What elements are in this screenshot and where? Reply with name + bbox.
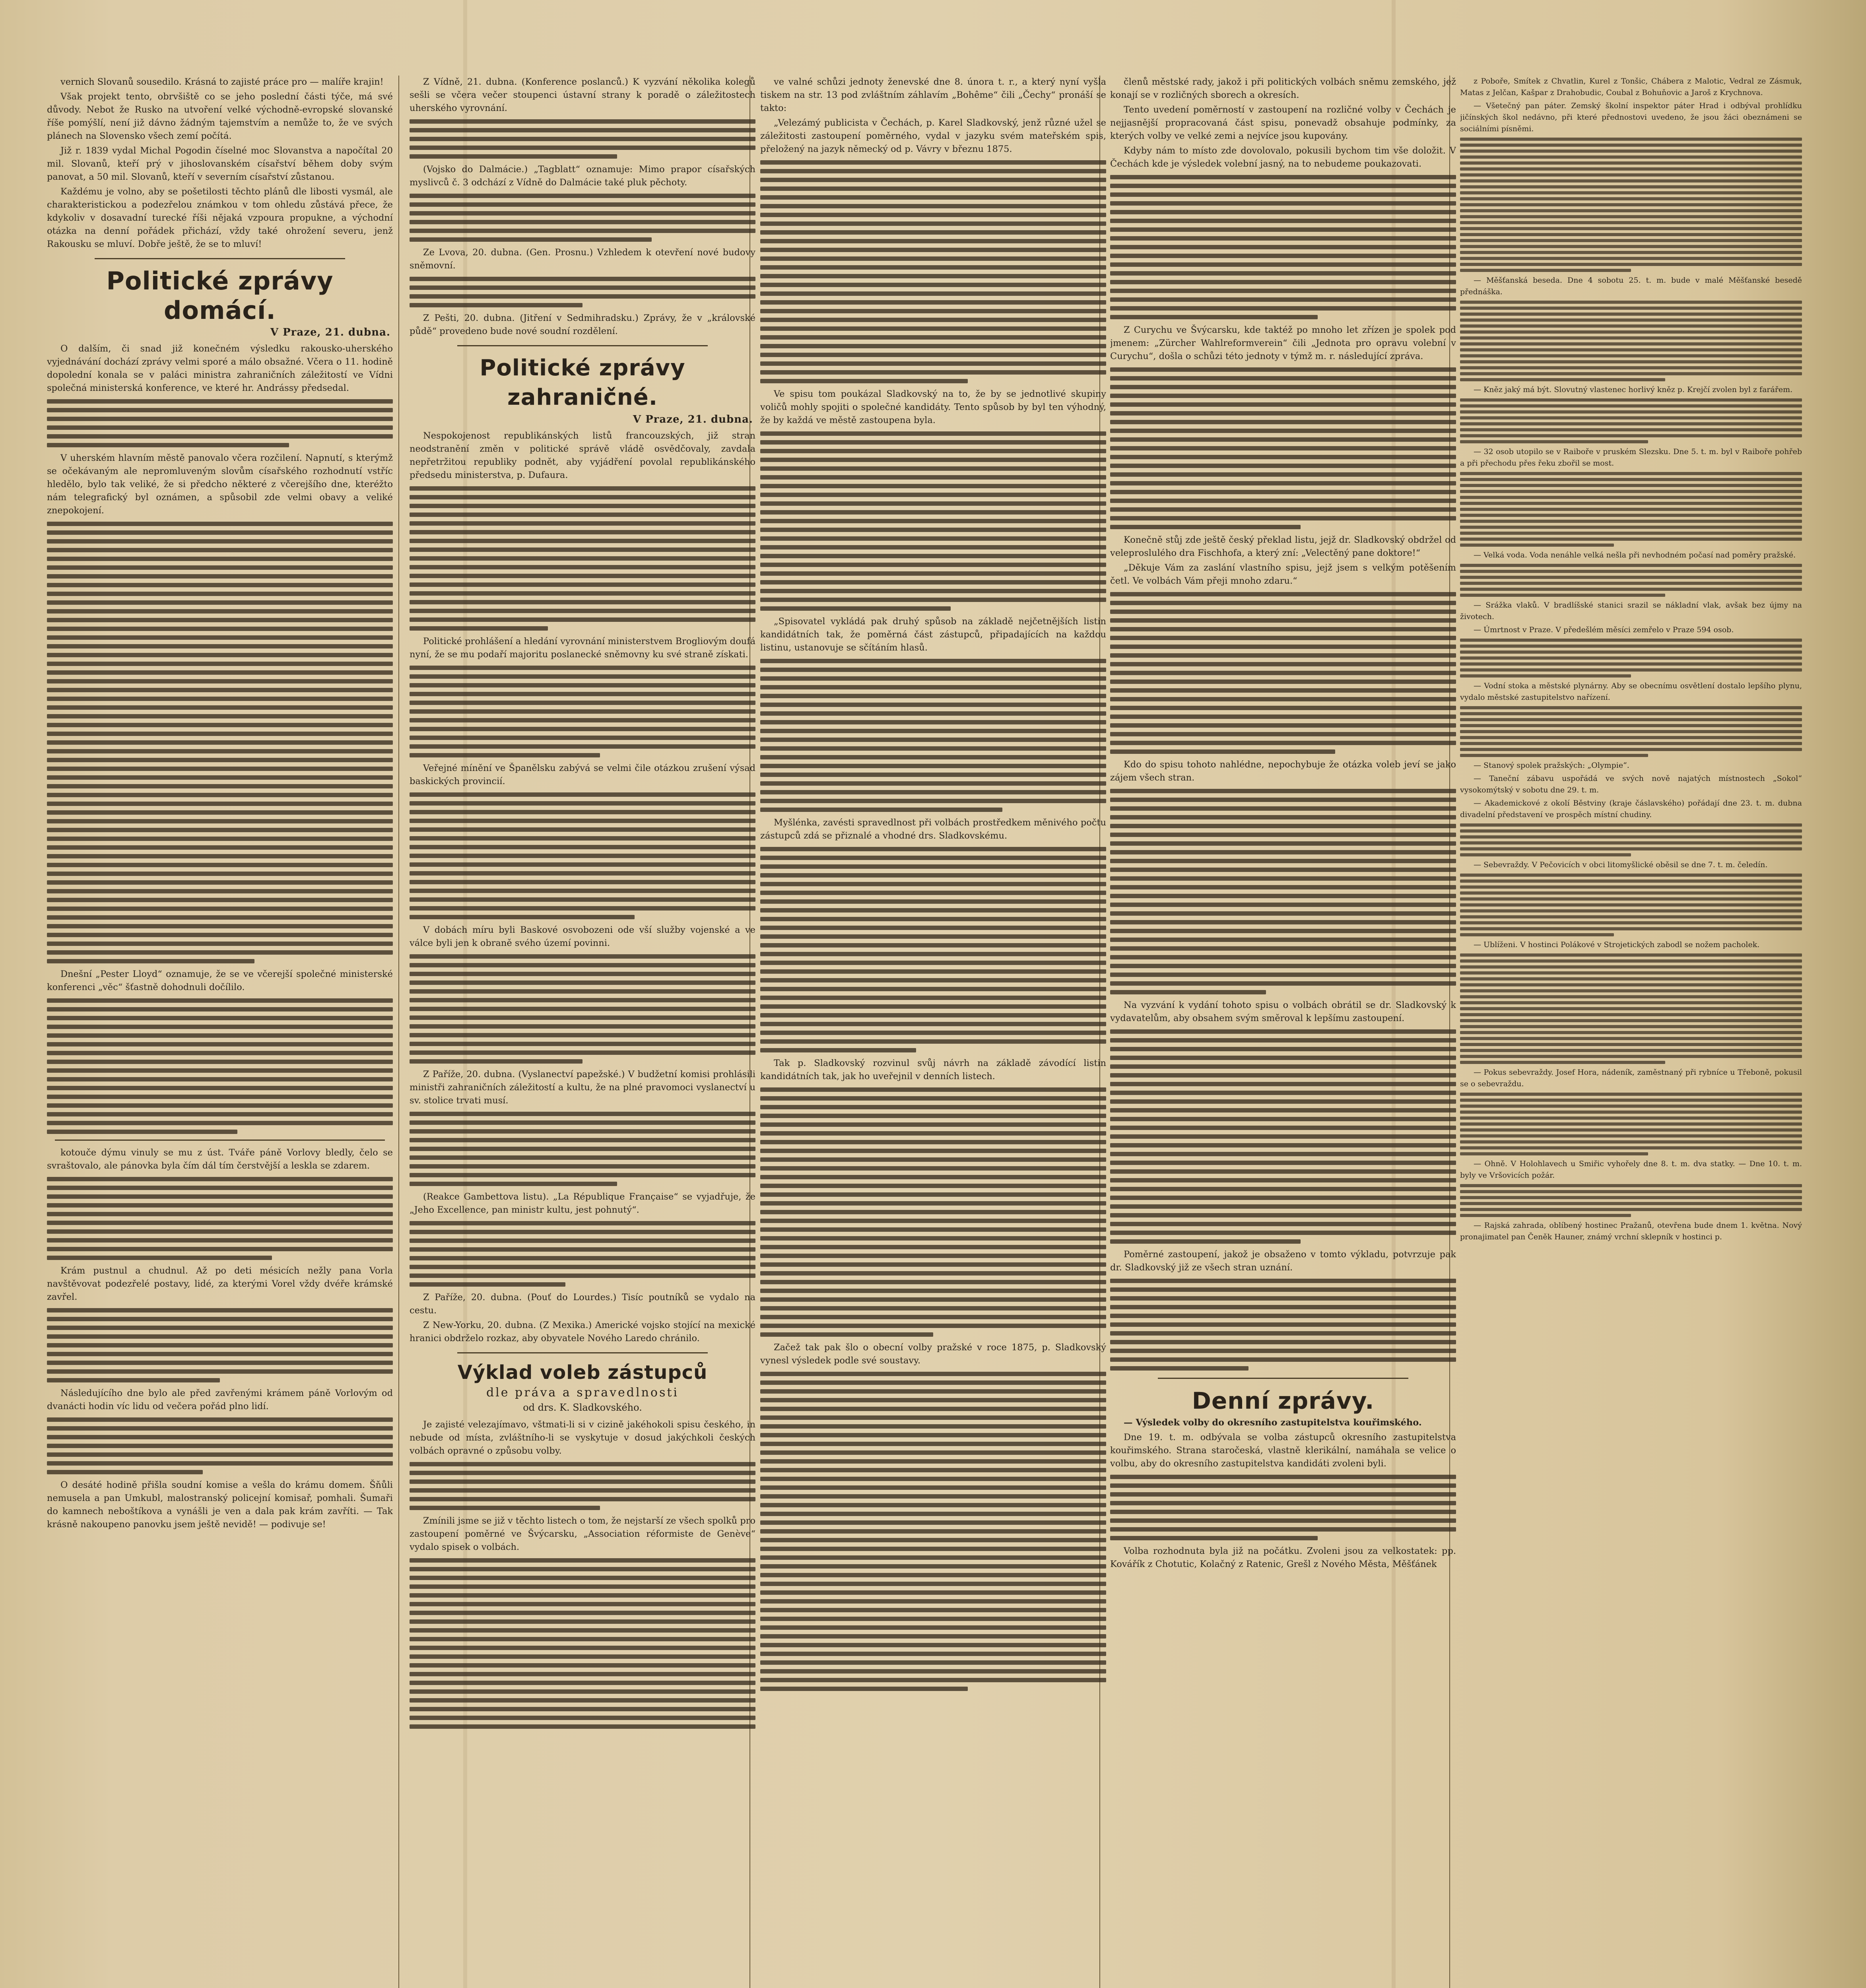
illegible-text-block	[1110, 1279, 1456, 1371]
article-paragraph: O dalším, či snad již konečném výsledku rakousko-uherského vyjednávání dochází zprávy velmi sporé a málo obsažné. Včera o 11. hodině dopolední konala se v paláci ministra zahraničních záležitostí ve Vídni společná ministerská konference, ve které hr. Andrássy předsedal.	[47, 344, 393, 393]
section-separator	[55, 1140, 385, 1141]
illegible-text-block	[760, 847, 1106, 1052]
illegible-text-block	[410, 119, 755, 159]
news-item: — Pokus sebevraždy. Josef Hora, nádeník, zaměstnaný při rybníce u Třeboně, pokusil se o sebevraždu.	[1460, 1068, 1802, 1088]
illegible-text-block	[410, 1221, 755, 1287]
illegible-text-block	[1460, 874, 1802, 936]
dateline: V Praze, 21. dubna.	[633, 414, 753, 425]
illegible-text-block	[1460, 398, 1802, 443]
illegible-text-block	[1460, 138, 1802, 272]
illegible-text-block	[1110, 175, 1456, 319]
news-item: — Velká voda. Voda nenáhle velká nešla při nevhodném počasí nad poměry pražské.	[1474, 551, 1796, 559]
article-paragraph: Politické prohlášení a hledání vyrovnání ministerstvem Brogliovým doufá nyní, že se mu podaří majoritu poslanecké sněmovny ku své straně získati.	[410, 636, 755, 660]
article-paragraph: Konečně stůj zde ještě český překlad listu, jejž dr. Sladkovský obdržel od veleproslulého dra Fischhofa, a který zní: „Velectěný pane doktore!“	[1110, 535, 1456, 558]
article-paragraph: kotouče dýmu vinuly se mu z úst. Tváře páně Vorlovy bledly, čelo se svraštovalo, ale pánovka byla čím dál tím čerstvější a leskla se zdarem.	[47, 1147, 393, 1171]
illegible-text-block	[1460, 564, 1802, 597]
illegible-text-block	[1110, 1475, 1456, 1540]
news-item: — Srážka vlaků. V bradlíšské stanici srazil se nákladní vlak, avšak bez újmy na životech.	[1460, 601, 1802, 621]
byline: od drs. K. Sladkovského.	[523, 1402, 642, 1413]
article-paragraph: Myšlénka, zavésti spravedlnost při volbách prostředkem měnivého počtu zástupců zdá se přiznalé a vhodné drs. Sladkovskému.	[760, 817, 1106, 841]
article-paragraph: Ze Lvova, 20. dubna. (Gen. Prosnu.) Vzhledem k otevření nové budovy sněmovní.	[410, 247, 755, 271]
news-item: — Akademickové z okolí Běstviny (kraje čáslavského) pořádají dne 23. t. m. dubna divadelní představení ve prospěch místní chudiny.	[1460, 799, 1802, 819]
news-item: — Rajská zahrada, oblíbený hostinec Pražanů, otevřena bude dnem 1. května. Nový pronajimatel pan Čeněk Hauner, známý vrchní sklepník v hostinci p.	[1460, 1221, 1802, 1241]
section-separator	[457, 1352, 708, 1353]
article-paragraph: Zmínili jsme se již v těchto listech o tom, že nejstarší ze všech spolků pro zastoupení poměrné ve Švýcarsku, „Association réformiste de Genève“ vydalo spisek o volbách.	[410, 1516, 755, 1552]
article-paragraph: Poměrné zastoupení, jakož je obsaženo v tomto výkladu, potvrzuje pak dr. Sladkovský již ze všech stran uznání.	[1110, 1249, 1456, 1273]
illegible-text-block	[760, 1372, 1106, 1691]
illegible-text-block	[47, 1308, 393, 1382]
illegible-text-block	[1110, 789, 1456, 994]
illegible-text-block	[1110, 367, 1456, 529]
subtitle: dle práva a spravedlnosti	[486, 1386, 679, 1400]
illegible-text-block	[47, 1177, 393, 1260]
column-2	[410, 76, 755, 1988]
article-paragraph: Z New-Yorku, 20. dubna. (Z Mexika.) Americké vojsko stojící na mexické hranici obdrželo rozkaz, aby obyvatele Nového Laredo chránilo.	[410, 1320, 755, 1343]
section-heading: Výklad voleb zástupců	[457, 1361, 708, 1384]
article-paragraph: „Spisovatel vykládá pak druhý spůsob na základě nejčetnějších listin kandidátních tak, že poměrná část zástupců, připadajících na každou listinu, ustanovuje se sčítáním hlasů.	[760, 616, 1106, 653]
column-rule	[398, 76, 399, 1988]
news-item: — Stanový spolek pražských: „Olympie“.	[1474, 761, 1629, 770]
article-paragraph: Začež tak pak šlo o obecní volby pražské v roce 1875, p. Sladkovský vynesl výsledek podle své soustavy.	[760, 1342, 1106, 1366]
column-3	[760, 76, 1106, 1988]
illegible-text-block	[1460, 301, 1802, 381]
news-item: — Všetečný pan páter. Zemský školní inspektor páter Hrad i odbýval prohlídku jičínských škol nedávno, při které přednostovi uvedeno, že jsou žáci obeznámeni se sociálními písněmi.	[1460, 101, 1802, 133]
article-paragraph: Volba rozhodnuta byla již na počátku. Zvoleni jsou za velkostatek: pp. Kovářík z Chotutic, Kolačný z Ratenic, Grešl z Nového Města, Měšťánek	[1110, 1546, 1456, 1569]
article-paragraph: Krám pustnul a chudnul. Až po deti mésicích nežly pana Vorla navštěvovat podezřelé postavy, lidé, za kterými Vorel vždy dvéře krámské zavřel.	[47, 1266, 393, 1302]
article-paragraph: Z Vídně, 21. dubna. (Konference poslanců.) K vyzvání několika kolegů sešli se včera večer stoupenci ústavní strany k poradě o záležitostech uherského vyrovnání.	[410, 77, 755, 113]
article-paragraph: Z Pešti, 20. dubna. (Jitření v Sedmihradsku.) Zprávy, že v „královské půdě“ provedeno bude nové soudní rozdělení.	[410, 313, 755, 336]
article-paragraph: Tak p. Sladkovský rozvinul svůj návrh na základě závodící listin kandidátních tak, jak ho uveřejnil v denních listech.	[760, 1058, 1106, 1081]
article-paragraph: Již r. 1839 vydal Michal Pogodin číselné moc Slovanstva a napočítal 20 mil. Slovanů, kteří prý v jihoslovanském císařství během doby svým panovat, a 50 mil. Slovanů, kteří v severním císařství zůstanou.	[47, 146, 393, 182]
article-paragraph: O desáté hodině přišla soudní komise a vešla do krámu domem. Šňůli nemusela a pan Umkubl, malostranský policejní komisař, pomhali. Šumaři do kamnech neboštíkova a vynášli je ven a dala pak krám zavříti. — Tak krásně nakoupeno panovku jsem ještě nevidě! — podivuje se!	[47, 1480, 393, 1530]
illegible-text-block	[410, 1112, 755, 1186]
article-paragraph: vernich Slovanů sousedilo. Krásná to zajisté práce pro — malíře krajin!	[60, 77, 384, 87]
section-heading: Politické zprávy zahraničné.	[480, 355, 685, 410]
section-heading: Politické zprávy domácí.	[106, 266, 334, 325]
column-1	[47, 76, 393, 1988]
illegible-text-block	[47, 522, 393, 963]
illegible-text-block	[760, 1087, 1106, 1337]
article-paragraph: Tento uvedení poměrností v zastoupení na rozličné volby v Čechách je nejjasnější propracovaná část spisu, ponevadž obsahuje podmínky, za kterých volby ve velké zemi a nejvíce jsou kupovány.	[1110, 105, 1456, 141]
news-item: — Ublíženi. V hostinci Polákové v Strojetických zabodl se nožem pacholek.	[1474, 940, 1760, 949]
article-paragraph: Z Paříže, 20. dubna. (Pouť do Lourdes.) Tisíc poutníků se vydalo na cestu.	[410, 1292, 755, 1316]
news-item: — Vodní stoka a městské plynárny. Aby se obecnímu osvětlení dostalo lepšího plynu, vydalo městské zastupitelstvo nařízení.	[1460, 681, 1802, 702]
illegible-text-block	[1460, 706, 1802, 757]
news-item: — Úmrtnost v Praze. V předešlém měsíci zemřelo v Praze 594 osob.	[1474, 625, 1734, 634]
article-paragraph: Následujícího dne bylo ale před zavřenými krámem páně Vorlovým od dvanácti hodin víc lidu od večera pořád plno lidí.	[47, 1388, 393, 1411]
illegible-text-block	[760, 659, 1106, 812]
dateline: V Praze, 21. dubna.	[270, 326, 390, 338]
illegible-text-block	[410, 666, 755, 757]
news-item: — Ohně. V Holohlavech u Smiřic vyhořely dne 8. t. m. dva statky. — Dne 10. t. m. byly ve Vršovicích požár.	[1460, 1159, 1802, 1180]
news-lead: — Výsledek volby do okresního zastupitelstva kouřimského.	[1124, 1417, 1422, 1428]
article-paragraph: Ve spisu tom poukázal Sladkovský na to, že by se jednotlivé skupiny voličů mohly spojiti o společné kandidáty. Tento spůsob by byl ten výhodný, že by každá ve městě zastoupena byla.	[760, 389, 1106, 425]
illegible-text-block	[410, 194, 755, 242]
article-paragraph: V uherském hlavním městě panovalo včera rozčilení. Napnutí, s kterýmž se očekávaným ale nepromluveným slovům císařského rozhodnutí vstříc hledělo, bylo tak veliké, že si předcho některé z včerejšího dne, kteréžto nám telegrafický byl oznámen, a spůsobil zde velmi obavy a veliké znepokojení.	[47, 453, 393, 516]
illegible-text-block	[1110, 592, 1456, 754]
illegible-text-block	[410, 1558, 755, 1729]
news-item: — Měšťanská beseda. Dne 4 sobotu 25. t. m. bude v malé Měšťanské besedě přednáška.	[1460, 276, 1802, 296]
article-paragraph: Kdo do spisu tohoto nahlédne, nepochybuje že otázka voleb jeví se jako zájem všech stran.	[1110, 759, 1456, 783]
article-paragraph: Z Curychu ve Švýcarsku, kde taktéž po mnoho let zřízen je spolek pod jmenem: „Zürcher Wahlreformverein“ čili „Jednota pro opravu volební v Curychu“, došla o schůzi této jednoty v týmž m. r. následující zpráva.	[1110, 325, 1456, 361]
news-item: — Taneční zábavu uspořádá ve svých nově najatých místnostech „Sokol“ vysokomýtský v sobotu dne 29. t. m.	[1460, 774, 1802, 794]
article-paragraph: „Děkuje Vám za zaslání vlastního spisu, jejž jsem s velkým potěšením četl. Ve volbách Vám přeji mnoho zdaru.“	[1110, 563, 1456, 586]
article-paragraph: (Reakce Gambettova listu). „La République Française“ se vyjadřuje, že „Jeho Excellence, pan ministr kultu, jest pohnutý“.	[410, 1192, 755, 1215]
illegible-text-block	[1460, 823, 1802, 856]
illegible-text-block	[410, 277, 755, 307]
illegible-text-block	[47, 1417, 393, 1474]
article-paragraph: členů městské rady, jakož i při politických volbách sněmu zemského, jež konají se v rozličných sborech a okresích.	[1110, 77, 1456, 100]
article-paragraph: Dne 19. t. m. odbývala se volba zástupců okresního zastupitelstva kouřimského. Strana staročeská, vlastně klerikální, namáhala se velice o volbu, aby do okresního zastupitelstva kandidáti zvoleni byli.	[1110, 1432, 1456, 1469]
illegible-text-block	[1460, 1093, 1802, 1155]
news-item: z Poboře, Smítek z Chvatlin, Kurel z Tonšic, Chábera z Malotic, Vedral ze Zásmuk, Matas z Jelčan, Kašpar z Drahobudic, Coubal z Bohuňovic a Jaroš z Krychnova.	[1460, 77, 1802, 97]
section-separator	[95, 258, 345, 259]
illegible-text-block	[47, 998, 393, 1134]
illegible-text-block	[1460, 1184, 1802, 1217]
news-item: — 32 osob utopilo se v Raiboře v pruském Slezsku. Dne 5. t. m. byl v Raiboře pohřeb a při přechodu přes řeku zbořil se most.	[1460, 447, 1802, 468]
article-paragraph: Každému je volno, aby se pošetilosti těchto plánů dle libosti vysmál, ale charakteristickou a podezřelou známkou v tom ohledu zůstává přece, že kdykoliv v dosavadní turecké říši nějaká vzpoura propukne, a východní otázka na denní pořádek přichází, vždy také ohrožení severu, jenž Rakousku se mluví. Dobře ještě, že se to mluví!	[47, 186, 393, 249]
article-paragraph: Je zajisté velezajímavo, vštmati-li si v cizině jakéhokoli spisu českého, in nebude od místa, zvláštního-li se vyskytuje v dosud jakýchkoli českých volbách opravné o způsobu volby.	[410, 1419, 755, 1456]
illegible-text-block	[1110, 1029, 1456, 1244]
article-paragraph: Však projekt tento, obrvšiště co se jeho poslední části týče, má své důvody. Nebot že Rusko na utvoření velké východně-evropské slovanské říše pomýšlí, není již dávno žádným tajemstvím a nemůže to, že ve svých plánech na Slovensko všech zemí počítá.	[47, 91, 393, 141]
article-paragraph: ve valné schůzi jednoty ženevské dne 8. února t. r., a který nyní vyšla tiskem na str. 13 pod zvláštním záhlavím „Bohême“ čili „Čechy“ pronáší se takto:	[760, 77, 1106, 113]
news-item: — Kněz jaký má být. Slovutný vlastenec horlivý kněz p. Krejčí zvolen byl z farářem.	[1474, 385, 1793, 394]
illegible-text-block	[410, 954, 755, 1064]
illegible-text-block	[410, 1462, 755, 1510]
illegible-text-block	[47, 399, 393, 447]
article-paragraph: Dnešní „Pester Lloyd“ oznamuje, že se ve včerejší společné ministerské konferenci „věc“ šťastně dohodnuli dočílilo.	[47, 969, 393, 992]
illegible-text-block	[410, 486, 755, 631]
news-item: — Sebevraždy. V Pečovicích v obci litomyšlické oběsil se dne 7. t. m. čeledín.	[1474, 860, 1768, 869]
article-paragraph: Veřejné mínění ve Španělsku zabývá se velmi čile otázkou zrušení výsad baskických provincií.	[410, 763, 755, 786]
illegible-text-block	[1460, 472, 1802, 547]
article-paragraph: V dobách míru byli Baskové osvobozeni ode vší služby vojenské a ve válce byli jen k obraně svého území povinni.	[410, 925, 755, 948]
article-paragraph: Z Paříže, 20. dubna. (Vyslanectví papežské.) V budžetní komisi prohlásili ministři zahraničních záležitostí a kultu, že na plné pravomoci vyslanectví u sv. stolice trvati musí.	[410, 1069, 755, 1106]
article-paragraph: Nespokojenost republikánských listů francouzských, již stran neodstranění změn v politické správě vládě osvědčovaly, zavdala nepřetržitou republiky podnět, aby vyjádření povolal republikánského předsedu ministerstva, p. Dufaura.	[410, 431, 755, 480]
article-paragraph: (Vojsko do Dalmácie.) „Tagblatt“ oznamuje: Mimo prapor císařských myslivců č. 3 odchází z Vídně do Dalmácie také pluk pěchoty.	[410, 164, 755, 188]
article-paragraph: Na vyzvání k vydání tohoto spisu o volbách obrátil se dr. Sladkovský k vydavatelům, aby obsahem svým směroval k lepšímu zastoupení.	[1110, 1000, 1456, 1023]
column-4	[1110, 76, 1456, 1988]
article-paragraph: Kdyby nám to místo zde dovolovalo, pokusili bychom tim vše doložit. V Čechách kde je výsledek volební jasný, na to nebudeme poukazovati.	[1110, 146, 1456, 169]
article-paragraph: „Velezámý publicista v Čechách, p. Karel Sladkovský, jenž různé užel se záležitosti zastoupení poměrného, vydal v jazyku svém mateřském spis, přeložený na jazyk německý od p. Vávry v březnu 1875.	[760, 118, 1106, 154]
section-separator	[1158, 1378, 1408, 1379]
illegible-text-block	[1460, 953, 1802, 1064]
section-heading: Denní zprávy.	[1192, 1387, 1375, 1414]
illegible-text-block	[760, 431, 1106, 611]
section-separator	[457, 345, 708, 346]
illegible-text-block	[760, 160, 1106, 383]
illegible-text-block	[410, 792, 755, 919]
column-5	[1460, 76, 1802, 1988]
illegible-text-block	[1460, 639, 1802, 678]
